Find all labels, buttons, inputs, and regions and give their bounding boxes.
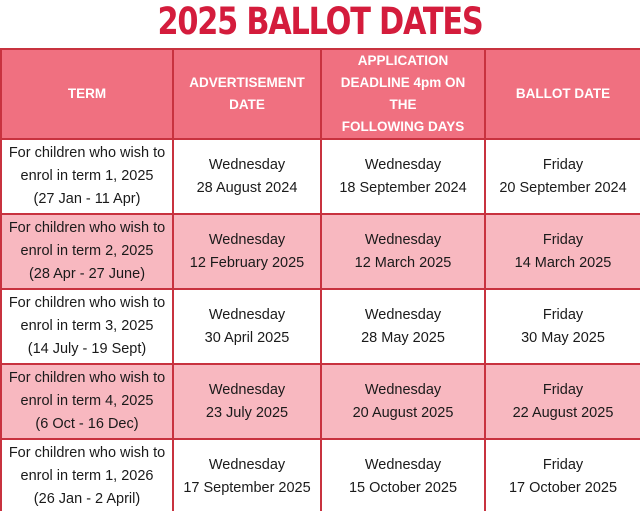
ballot-date-cell-line: 17 October 2025 [508,479,618,496]
term-cell-line: enrol in term 3, 2025 [20,318,154,334]
advertisement-date-cell [173,364,321,439]
advertisement-date-cell [173,214,321,289]
ballot-dates-table [0,48,640,511]
term-cell-line: (6 Oct - 16 Dec) [35,416,139,432]
term-cell-line: enrol in term 1, 2026 [20,468,154,484]
header-application-deadline [321,49,485,139]
term-cell-line: enrol in term 1, 2025 [20,168,154,184]
application-deadline-cell-line: Wednesday [364,381,442,398]
application-deadline-cell [321,214,485,289]
term-cell [1,364,173,439]
table-row [1,439,640,511]
application-deadline-cell [321,364,485,439]
advertisement-date-cell [173,289,321,364]
advertisement-date-cell-line: Wednesday [208,231,286,248]
advertisement-date-cell-line: 23 July 2025 [205,404,289,421]
advertisement-date-cell-line: 28 August 2024 [196,179,298,196]
term-cell [1,439,173,511]
application-deadline-cell-line: 12 March 2025 [354,254,452,271]
term-cell-line: (27 Jan - 11 Apr) [33,191,141,207]
ballot-date-cell-line: 22 August 2025 [512,404,614,421]
ballot-date-cell-line: 30 May 2025 [521,329,605,346]
header-advertisement-line: ADVERTISEMENT [189,75,305,90]
application-deadline-cell-line: Wednesday [364,306,442,323]
advertisement-date-cell-line: 17 September 2025 [183,479,311,496]
application-deadline-cell-line: 18 September 2024 [339,179,467,196]
header-row [1,49,640,139]
ballot-date-cell [485,364,640,439]
ballot-date-cell-line: 20 September 2024 [499,179,627,196]
term-cell-line: For children who wish to [8,220,166,236]
advertisement-date-cell-line: Wednesday [208,306,286,323]
table-row [1,289,640,364]
ballot-date-cell-line: Friday [542,456,584,473]
ballot-date-cell-line: 14 March 2025 [514,254,612,271]
header-ballot-label: BALLOT DATE [515,86,611,101]
application-deadline-cell-line: 20 August 2025 [352,404,454,421]
term-cell-line: enrol in term 2, 2025 [20,243,154,259]
application-deadline-cell-line: Wednesday [364,156,442,173]
application-deadline-cell [321,439,485,511]
advertisement-date-cell [173,139,321,214]
header-term [1,49,173,139]
ballot-date-cell [485,214,640,289]
header-deadline-line: DEADLINE 4pm ON THE [340,75,466,112]
page-title: 2025 BALLOT DATES [157,0,483,43]
term-cell-line: For children who wish to [8,370,166,386]
table-row [1,214,640,289]
advertisement-date-cell-line: 30 April 2025 [204,329,290,346]
term-cell-line: (28 Apr - 27 June) [28,266,146,282]
header-advertisement-line: DATE [229,97,265,112]
application-deadline-cell [321,289,485,364]
application-deadline-cell-line: Wednesday [364,231,442,248]
header-advertisement-date [173,49,321,139]
ballot-date-cell-line: Friday [542,231,584,248]
term-cell-line: For children who wish to [8,145,166,161]
ballot-date-cell [485,439,640,511]
header-deadline-line: FOLLOWING DAYS [341,119,465,134]
header-term-label: TERM [67,86,107,101]
application-deadline-cell-line: Wednesday [364,456,442,473]
term-cell-line: enrol in term 4, 2025 [20,393,154,409]
advertisement-date-cell-line: Wednesday [208,456,286,473]
ballot-date-cell [485,139,640,214]
table-row [1,364,640,439]
term-cell-line: For children who wish to [8,295,166,311]
advertisement-date-cell [173,439,321,511]
table-row [1,139,640,214]
application-deadline-cell-line: 15 October 2025 [348,479,458,496]
term-cell-line: (14 July - 19 Sept) [27,341,147,357]
term-cell-line: (26 Jan - 2 April) [33,491,141,507]
application-deadline-cell [321,139,485,214]
ballot-date-cell [485,289,640,364]
term-cell-line: For children who wish to [8,445,166,461]
ballot-date-cell-line: Friday [542,381,584,398]
ballot-date-cell-line: Friday [542,156,584,173]
advertisement-date-cell-line: 12 February 2025 [189,254,305,271]
ballot-date-cell-line: Friday [542,306,584,323]
application-deadline-cell-line: 28 May 2025 [361,329,445,346]
term-cell [1,214,173,289]
term-cell [1,289,173,364]
advertisement-date-cell-line: Wednesday [208,156,286,173]
term-cell [1,139,173,214]
advertisement-date-cell-line: Wednesday [208,381,286,398]
header-ballot-date [485,49,640,139]
header-deadline-line: APPLICATION [357,53,449,68]
